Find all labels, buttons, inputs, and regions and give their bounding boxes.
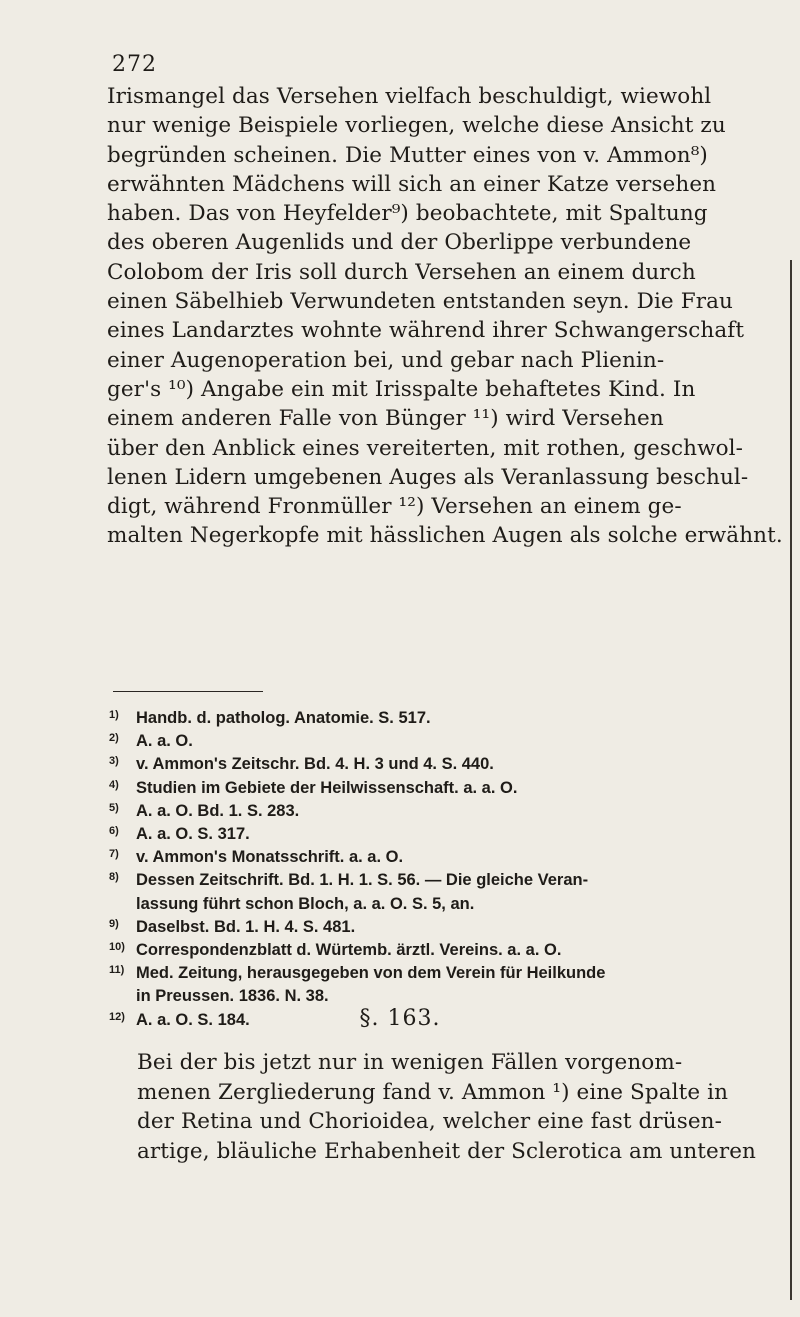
footnote <box>107 800 767 823</box>
footnote <box>107 939 767 962</box>
text-line: Colobom der Iris soll durch Versehen an einem durch <box>107 259 696 285</box>
footnote-text: Dessen Zeitschrift. Bd. 1. H. 1. S. 56. — Die gleiche Veran- <box>136 871 589 890</box>
text-line: ger's ¹⁰) Angabe ein mit Irisspalte behaftetes Kind. In <box>107 376 696 402</box>
footnote-text: A. a. O. <box>136 732 193 751</box>
text-line: nur wenige Beispiele vorliegen, welche diese Ansicht zu <box>107 113 726 139</box>
footnote-continuation: lassung führt schon Bloch, a. a. O. S. 5, an. <box>136 894 475 913</box>
footnote-number: 7) <box>109 848 119 861</box>
page-edge <box>790 260 792 1300</box>
text-line: artige, bläuliche Erhabenheit der Sclerotica am unteren <box>137 1138 757 1164</box>
footnote-number: 4) <box>109 778 119 791</box>
footnote <box>107 753 767 776</box>
text-line: begründen scheinen. Die Mutter eines von v. Ammon⁸) <box>107 142 708 168</box>
footnote <box>107 730 767 753</box>
section-heading: §. 163. <box>359 1006 441 1031</box>
footnote-text: Studien im Gebiete der Heilwissenschaft. a. a. O. <box>136 778 518 797</box>
footnote <box>107 869 767 892</box>
footnote-text: A. a. O. Bd. 1. S. 283. <box>136 801 300 820</box>
footnote <box>107 707 767 730</box>
footnote-number: 6) <box>109 825 119 838</box>
text-line: über den Anblick eines vereiterten, mit rothen, geschwol- <box>107 435 743 461</box>
footnote-text: v. Ammon's Monatsschrift. a. a. O. <box>136 848 404 867</box>
footnote-rule <box>113 691 263 692</box>
footnote-continuation: in Preussen. 1836. N. 38. <box>136 987 329 1006</box>
footnote-number: 3) <box>109 755 119 768</box>
text-line: erwähnten Mädchens will sich an einer Katze versehen <box>107 171 717 197</box>
text-line: Bei der bis jetzt nur in wenigen Fällen vorgenom- <box>137 1050 683 1075</box>
section-text <box>137 1048 777 1166</box>
text-line: eines Landarztes wohnte während ihrer Schwangerschaft <box>107 318 745 344</box>
footnote <box>107 823 767 846</box>
text-line: Irismangel das Versehen vielfach beschuldigt, wiewohl <box>107 84 712 109</box>
text-line: malten Negerkopfe mit hässlichen Augen als solche erwähnt. <box>107 523 783 549</box>
footnote-number: 11) <box>109 964 125 977</box>
footnote-text: Daselbst. Bd. 1. H. 4. S. 481. <box>136 917 356 936</box>
text-line: einer Augenoperation bei, und gebar nach Plienin- <box>107 347 665 373</box>
footnote-text: A. a. O. S. 317. <box>136 825 250 844</box>
text-line: einen Säbelhieb Verwundeten entstanden seyn. Die Frau <box>107 289 733 315</box>
footnote-text: A. a. O. S. 184. <box>136 1010 250 1029</box>
footnote-text: Med. Zeitung, herausgegeben von dem Verein für Heilkunde <box>136 964 606 983</box>
text-line: des oberen Augenlids und der Oberlippe verbundene <box>107 230 692 256</box>
text-line: lenen Lidern umgebenen Auges als Veranlassung beschul- <box>107 464 749 490</box>
footnotes <box>107 707 767 1032</box>
footnote-number: 8) <box>109 871 119 884</box>
text-line: der Retina und Chorioidea, welcher eine fast drüsen- <box>137 1109 722 1134</box>
footnote <box>107 962 767 985</box>
footnote <box>107 777 767 800</box>
footnote-number: 1) <box>109 709 119 721</box>
text-line: haben. Das von Heyfelder⁹) beobachtete, mit Spaltung <box>107 201 708 227</box>
main-text <box>107 82 783 551</box>
footnote-number: 5) <box>109 801 119 814</box>
footnote-number: 2) <box>109 732 119 745</box>
page-number: 272 <box>112 52 157 77</box>
footnote-number: 9) <box>109 917 119 930</box>
text-line: einem anderen Falle von Bünger ¹¹) wird Versehen <box>107 406 664 432</box>
footnote <box>107 846 767 869</box>
footnote <box>107 916 767 939</box>
footnote-text: Handb. d. patholog. Anatomie. S. 517. <box>136 709 431 727</box>
footnote-text: v. Ammon's Zeitschr. Bd. 4. H. 3 und 4. S. 440. <box>136 755 494 774</box>
footnote-number: 12) <box>109 1010 125 1023</box>
text-line: menen Zergliederung fand v. Ammon ¹) eine Spalte in <box>137 1079 729 1105</box>
text-line: digt, während Fronmüller ¹²) Versehen an einem ge- <box>107 494 682 520</box>
footnote-number: 10) <box>109 941 125 954</box>
footnote-text: Correspondenzblatt d. Würtemb. ärztl. Vereins. a. a. O. <box>136 941 562 960</box>
